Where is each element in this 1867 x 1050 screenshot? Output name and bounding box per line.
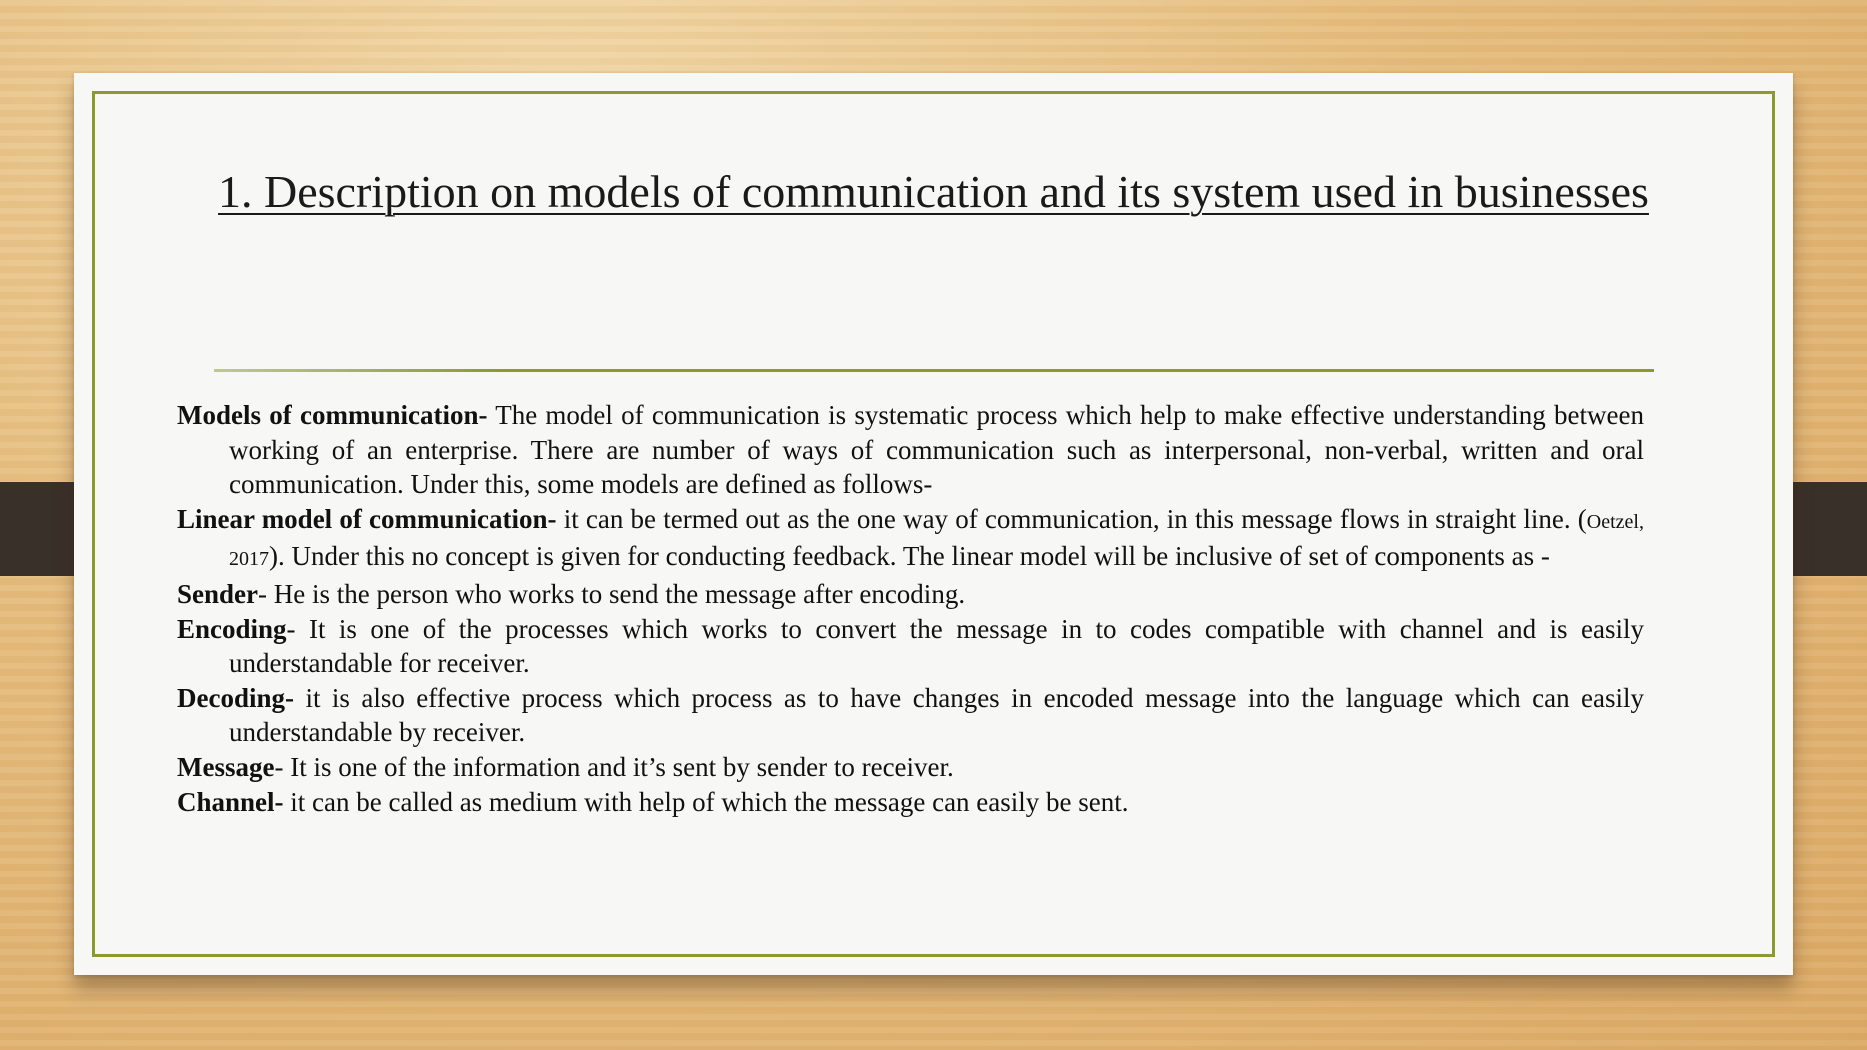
term-models-of-communication: Models of communication- <box>177 400 488 430</box>
text-channel: it can be called as medium with help of which the message can easily be sent. <box>283 786 1129 817</box>
term-linear-model: Linear model of communication- <box>177 503 557 534</box>
term-message: Message <box>177 751 275 782</box>
paragraph-sender <box>177 577 1644 612</box>
term-decoding: Decoding- <box>177 682 294 713</box>
paragraph-message <box>177 750 1644 785</box>
text-decoding: it is also effective process which process as to have changes in encoded message into the language which can easily understandable by receiver. <box>229 682 1644 748</box>
text-linear-model-before: it can be termed out as the one way of communication, in this message flows in straight line. ( <box>556 503 1587 534</box>
term-channel: Channel- <box>177 786 284 817</box>
text-message: - It is one of the information and it’s sent by sender to receiver. <box>274 751 954 782</box>
term-encoding: Encoding <box>177 613 287 644</box>
paragraph-channel <box>177 785 1644 820</box>
slide-body <box>177 398 1644 819</box>
citation: Oetzel, 2017 <box>229 510 1644 571</box>
term-sender: Sender <box>177 578 258 609</box>
text-sender: - He is the person who works to send the message after encoding. <box>258 578 966 609</box>
title-divider <box>214 369 1654 372</box>
paragraph-models-of-communication <box>177 398 1644 502</box>
text-linear-model-after: ). Under this no concept is given for conducting feedback. The linear model will be inclusive of set of components as - <box>269 541 1550 572</box>
text-encoding: - It is one of the processes which works to convert the message in to codes compatible with channel and is easily understandable for receiver. <box>229 613 1644 679</box>
slide-title: 1. Description on models of communication and its system used in businesses <box>218 166 1649 217</box>
paragraph-linear-model <box>177 502 1644 577</box>
paragraph-encoding <box>177 612 1644 681</box>
paragraph-decoding <box>177 681 1644 750</box>
slide-card <box>74 73 1793 975</box>
text-models-of-communication: The model of communication is systematic process which help to make effective understanding between working of an enterprise. There are number of ways of communication such as interpersonal, non-verbal, written and oral communication. Under this, some models are defined as follows- <box>229 400 1644 500</box>
